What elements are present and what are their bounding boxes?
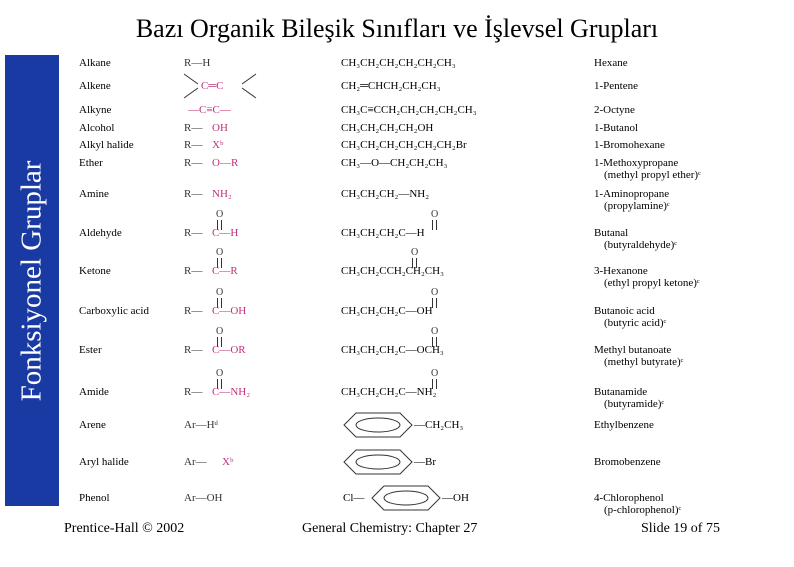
functional-groups-table xyxy=(70,55,722,516)
compound-name: 1-Bromohexane xyxy=(594,139,665,151)
class-name: Carboxylic acid xyxy=(79,305,149,317)
group-formula: Ar—OH xyxy=(184,492,223,504)
compound-alt-name: (propylamine)ᶜ xyxy=(604,200,670,212)
example-formula: CH₃CH₂CCH₂CH₂CH₃ xyxy=(341,265,444,277)
compound-name: 3-Hexanone xyxy=(594,265,648,277)
class-name: Aryl halide xyxy=(79,456,129,468)
class-name: Amine xyxy=(79,188,109,200)
carbonyl-o: O xyxy=(411,247,419,258)
example-prefix: Cl— xyxy=(343,492,365,504)
example-formula: CH₃CH₂CH₂C—NH₂ xyxy=(341,386,437,398)
example-formula: CH₃CH₂CH₂C—OH xyxy=(341,305,433,317)
group-formula: O—R xyxy=(212,157,239,169)
group-formula: Xᵇ xyxy=(212,139,224,151)
group-formula: OH xyxy=(212,122,228,134)
footer-chapter: General Chemistry: Chapter 27 xyxy=(302,521,478,536)
group-r: R— xyxy=(184,386,203,398)
class-name: Alcohol xyxy=(79,122,115,134)
group-formula: C—H xyxy=(212,227,239,239)
footer-slide-number: Slide 19 of 75 xyxy=(641,521,720,536)
benzene-ring-icon xyxy=(370,484,442,512)
class-name: Alkene xyxy=(79,80,111,92)
example-formula: CH₃—O—CH₂CH₂CH₃ xyxy=(341,157,448,169)
compound-alt-name: (methyl propyl ether)ᶜ xyxy=(604,169,701,181)
group-r: R— xyxy=(184,139,203,151)
sidebar-label-wrap xyxy=(5,55,59,506)
compound-name: 4-Chlorophenol xyxy=(594,492,664,504)
example-formula: CH₃CH₂CH₂CH₂CH₂CH₃ xyxy=(341,57,456,69)
example-formula: —OH xyxy=(442,492,469,504)
carbonyl-o: O xyxy=(216,209,224,220)
example-formula: CH₃CH₂CH₂C—OCH₃ xyxy=(341,344,444,356)
compound-name: 2-Octyne xyxy=(594,104,635,116)
benzene-ring-icon xyxy=(342,448,414,476)
group-r: R— xyxy=(184,344,203,356)
carbonyl-o: O xyxy=(216,247,224,258)
compound-name: 1-Methoxypropane xyxy=(594,157,679,169)
alkene-group-structure xyxy=(180,72,270,100)
group-formula: C—NH₂ xyxy=(212,386,251,398)
footer-publisher: Prentice-Hall © 2002 xyxy=(64,521,185,536)
carbonyl-o: O xyxy=(431,287,439,298)
compound-alt-name: (butyraldehyde)ᶜ xyxy=(604,239,678,251)
compound-alt-name: (butyric acid)ᶜ xyxy=(604,317,667,329)
slide-title: Bazı Organik Bileşik Sınıfları ve İşlevsel Grupları xyxy=(135,14,659,43)
group-formula: —C≡C— xyxy=(188,104,231,116)
example-formula: CH₃CH₂CH₂CH₂CH₂CH₂Br xyxy=(341,139,467,151)
benzene-ring-icon xyxy=(342,411,414,439)
compound-name: Butanoic acid xyxy=(594,305,655,317)
group-formula: R—H xyxy=(184,57,211,69)
carbonyl-o: O xyxy=(431,368,439,379)
group-formula: Xᵇ xyxy=(222,456,234,468)
carbonyl-bond xyxy=(432,220,437,230)
group-r: Ar— xyxy=(184,456,207,468)
class-name: Ether xyxy=(79,157,103,169)
carbonyl-o: O xyxy=(216,287,224,298)
carbonyl-o: O xyxy=(431,326,439,337)
compound-name: Butanamide xyxy=(594,386,648,398)
group-formula: C—OR xyxy=(212,344,246,356)
group-r: R— xyxy=(184,122,203,134)
group-r: R— xyxy=(184,305,203,317)
class-name: Ester xyxy=(79,344,102,356)
compound-name: Ethylbenzene xyxy=(594,419,654,431)
compound-name: Hexane xyxy=(594,57,628,69)
compound-alt-name: (ethyl propyl ketone)ᶜ xyxy=(604,277,700,289)
example-formula: —Br xyxy=(414,456,436,468)
class-name: Aldehyde xyxy=(79,227,122,239)
group-formula: NH₂ xyxy=(212,188,232,200)
class-name: Arene xyxy=(79,419,106,431)
compound-name: Butanal xyxy=(594,227,629,239)
example-formula: —CH₂CH₃ xyxy=(414,419,464,431)
carbonyl-o: O xyxy=(216,368,224,379)
class-name: Amide xyxy=(79,386,109,398)
carbonyl-o: O xyxy=(431,209,439,220)
group-formula: C—R xyxy=(212,265,238,277)
group-formula: C═C xyxy=(201,80,224,92)
group-formula: C—OH xyxy=(212,305,247,317)
compound-alt-name: (butyramide)ᶜ xyxy=(604,398,665,410)
class-name: Alkane xyxy=(79,57,111,69)
group-r: R— xyxy=(184,227,203,239)
sidebar-label: Fonksiyonel Gruplar xyxy=(15,160,48,401)
example-formula: CH₃CH₂CH₂—NH₂ xyxy=(341,188,430,200)
example-formula: CH₂═CHCH₂CH₂CH₃ xyxy=(341,80,441,92)
example-formula: CH₃CH₂CH₂C—H xyxy=(341,227,425,239)
class-name: Ketone xyxy=(79,265,111,277)
carbonyl-o: O xyxy=(216,326,224,337)
compound-name: 1-Aminopropane xyxy=(594,188,670,200)
class-name: Phenol xyxy=(79,492,110,504)
group-r: R— xyxy=(184,188,203,200)
compound-name: Methyl butanoate xyxy=(594,344,672,356)
group-r: R— xyxy=(184,157,203,169)
class-name: Alkyl halide xyxy=(79,139,134,151)
compound-name: 1-Pentene xyxy=(594,80,638,92)
example-formula: CH₃CH₂CH₂CH₂OH xyxy=(341,122,434,134)
group-formula: Ar—Hᵈ xyxy=(184,419,218,431)
compound-alt-name: (methyl butyrate)ᶜ xyxy=(604,356,684,368)
compound-alt-name: (p-chlorophenol)ᶜ xyxy=(604,504,682,516)
compound-name: Bromobenzene xyxy=(594,456,661,468)
class-name: Alkyne xyxy=(79,104,112,116)
example-formula: CH₃C≡CCH₂CH₂CH₂CH₂CH₃ xyxy=(341,104,477,116)
group-r: R— xyxy=(184,265,203,277)
compound-name: 1-Butanol xyxy=(594,122,638,134)
